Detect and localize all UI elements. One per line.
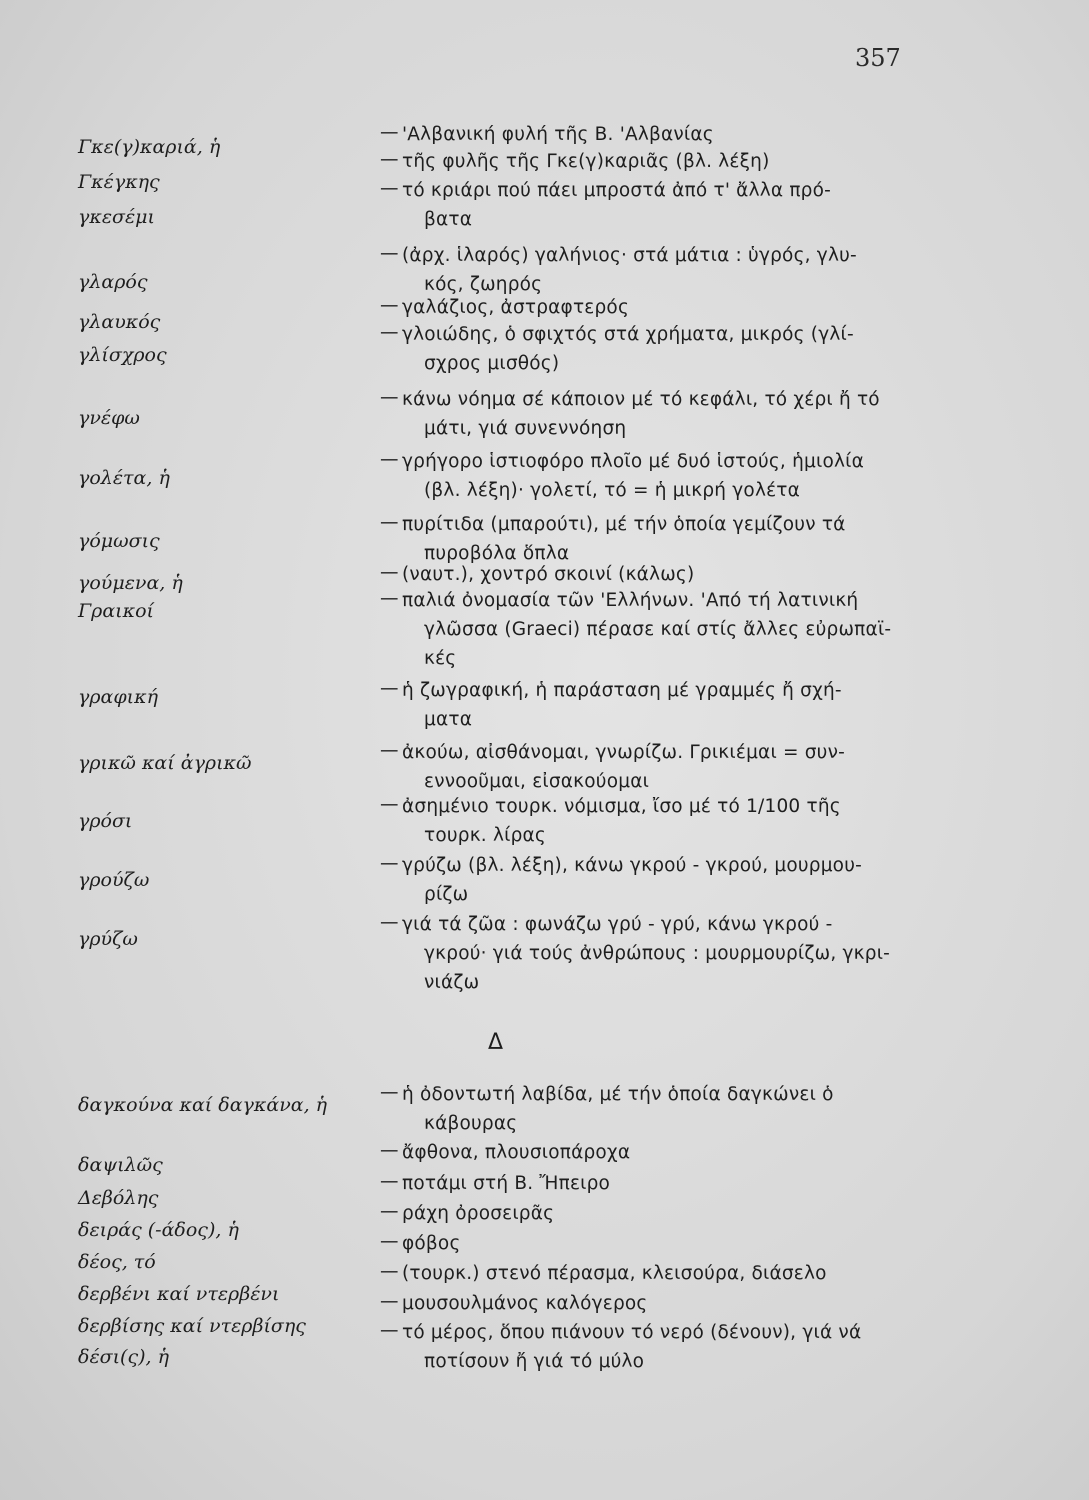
entry-definition [402, 147, 927, 176]
definition-line: γρύζω (βλ. λέξη), κάνω γκρού - γκρού, μουρμου- [402, 855, 862, 876]
definition-line: τουρκ. λίρας [424, 825, 546, 846]
entry-dash: — [380, 853, 399, 874]
entry-headword: γρικῶ καί ἀγρικῶ [78, 752, 252, 774]
entry-headword: γρόσι [78, 810, 133, 832]
entry-definition [402, 676, 927, 734]
entry-definition [402, 1229, 927, 1258]
entry-dash: — [380, 1082, 399, 1103]
entry-dash: — [380, 1140, 399, 1161]
entry-headword: γνέφω [78, 407, 140, 429]
section-letter: Δ [488, 1030, 504, 1055]
page-number: 357 [855, 44, 901, 72]
entry-definition [402, 176, 927, 234]
entry-dash: — [380, 794, 399, 815]
definition-line: πυροβόλα ὅπλα [424, 543, 570, 564]
entry-definition [402, 851, 927, 909]
entry-dash: — [380, 588, 399, 609]
entry-headword: Γραικοί [78, 600, 154, 622]
entry-dash: — [380, 562, 399, 583]
definition-line: ποτάμι στή Β. Ἤπειρο [402, 1173, 611, 1194]
definition-line: ποτίσουν ἤ γιά τό μύλο [424, 1351, 645, 1372]
entry-dash: — [380, 912, 399, 933]
definition-line: γαλάζιος, ἀστραφτερός [402, 297, 630, 318]
definition-line: φόβος [402, 1233, 461, 1254]
entry-definition [402, 447, 927, 505]
entry-definition [402, 385, 927, 443]
entry-headword: Γκε(γ)καριά, ἡ [78, 136, 221, 158]
entry-headword: δαψιλῶς [78, 1154, 163, 1176]
definition-line: γιά τά ζῶα : φωνάζω γρύ - γρύ, κάνω γκρού - [402, 914, 833, 935]
entry-dash: — [380, 740, 399, 761]
entry-definition [402, 1138, 927, 1167]
entry-dash: — [380, 1171, 399, 1192]
entry-headword: γλίσχρος [78, 344, 167, 366]
definition-line: ἡ ὀδοντωτή λαβίδα, μέ τήν ὁποία δαγκώνει ὁ [402, 1084, 834, 1105]
entry-headword: Δεβόλης [78, 1187, 159, 1209]
entry-headword: δέσι(ς), ἡ [78, 1346, 169, 1368]
entry-headword: δαγκούνα καί δαγκάνα, ἡ [78, 1094, 328, 1116]
entry-definition [402, 910, 927, 997]
entry-headword: γλαρός [78, 271, 148, 293]
entry-definition [402, 120, 927, 149]
entry-dash: — [380, 243, 399, 264]
definition-line: τό μέρος, ὅπου πιάνουν τό νερό (δένουν), γιά νά [402, 1322, 862, 1343]
definition-line: παλιά ὀνομασία τῶν 'Ελλήνων. 'Από τή λατινική [402, 590, 859, 611]
entry-headword: Γκέγκης [78, 171, 160, 193]
definition-line: βατα [424, 209, 473, 230]
definition-line: ἀκούω, αἰσθάνομαι, γνωρίζω. Γρικιέμαι = συν- [402, 742, 845, 763]
entry-dash: — [380, 322, 399, 343]
entry-definition [402, 293, 927, 322]
definition-line: κάνω νόημα σέ κάποιον μέ τό κεφάλι, τό χέρι ἤ τό [402, 389, 880, 410]
definition-line: ἡ ζωγραφική, ἡ παράσταση μέ γραμμές ἤ σχή- [402, 680, 842, 701]
entry-definition [402, 1289, 927, 1318]
definition-line: κός, ζωηρός [424, 274, 543, 295]
definition-line: μουσουλμάνος καλόγερος [402, 1293, 648, 1314]
entry-definition [402, 792, 927, 850]
definition-line: 'Αλβανική φυλή τῆς Β. 'Αλβανίας [402, 124, 714, 145]
entry-headword: γκεσέμι [78, 206, 155, 228]
entry-headword: γόμωσις [78, 530, 160, 552]
entry-dash: — [380, 1291, 399, 1312]
definition-line: ράχη ὀροσειρᾶς [402, 1203, 555, 1224]
entry-dash: — [380, 678, 399, 699]
entry-definition [402, 586, 927, 673]
entry-dash: — [380, 149, 399, 170]
entry-headword: γρούζω [78, 869, 150, 891]
definition-line: νιάζω [424, 972, 480, 993]
definition-line: τό κριάρι πού πάει μπροστά ἀπό τ' ἄλλα πρό- [402, 180, 832, 201]
definition-line: γρήγορο ἱστιοφόρο πλοῖο μέ δυό ἱστούς, ἡμιολία [402, 451, 864, 472]
definition-line: γλῶσσα (Graeci) πέρασε καί στίς ἄλλες εὐρωπαϊ- [424, 619, 892, 640]
definition-line: ρίζω [424, 884, 469, 905]
entry-headword: γλαυκός [78, 311, 161, 333]
definition-line: (τουρκ.) στενό πέρασμα, κλεισούρα, διάσελο [402, 1263, 827, 1284]
definition-line: ματα [424, 709, 473, 730]
definition-line: σχρος μισθός) [424, 353, 560, 374]
definition-line: κές [424, 648, 457, 669]
definition-line: (ἀρχ. ἱλαρός) γαλήνιος· στά μάτια : ὑγρός, γλυ- [402, 245, 857, 266]
definition-line: ἄφθονα, πλουσιοπάροχα [402, 1142, 631, 1163]
definition-line: κάβουρας [424, 1113, 518, 1134]
entry-definition [402, 1169, 927, 1198]
definition-line: μάτι, γιά συνεννόηση [424, 418, 627, 439]
definition-line: (ναυτ.), χοντρό σκοινί (κάλως) [402, 564, 695, 585]
entry-definition [402, 1199, 927, 1228]
entry-definition [402, 241, 927, 299]
definition-line: πυρίτιδα (μπαρούτι), μέ τήν ὁποία γεμίζουν τά [402, 514, 846, 535]
entry-headword: δέος, τό [78, 1251, 156, 1273]
entry-definition [402, 560, 927, 589]
entry-dash: — [380, 449, 399, 470]
entry-dash: — [380, 178, 399, 199]
entry-headword: δειράς (-άδος), ἡ [78, 1219, 239, 1241]
entry-dash: — [380, 295, 399, 316]
entry-headword: γολέτα, ἡ [78, 467, 170, 489]
entry-dash: — [380, 1261, 399, 1282]
entry-dash: — [380, 1320, 399, 1341]
entry-headword: δερβένι καί ντερβένι [78, 1283, 280, 1305]
entry-headword: γρύζω [78, 928, 138, 950]
entry-headword: γραφική [78, 686, 158, 708]
entry-dash: — [380, 1231, 399, 1252]
definition-line: γλοιώδης, ὁ σφιχτός στά χρήματα, μικρός (γλί- [402, 324, 854, 345]
entry-dash: — [380, 122, 399, 143]
definition-line: (βλ. λέξη)· γολετί, τό = ἡ μικρή γολέτα [424, 480, 801, 501]
entry-definition [402, 1318, 927, 1376]
entry-definition [402, 320, 927, 378]
definition-line: εννοοῦμαι, εἰσακούομαι [424, 771, 650, 792]
entry-definition [402, 738, 927, 796]
entry-definition [402, 1259, 927, 1288]
definition-line: γκρού· γιά τούς ἀνθρώπους : μουρμουρίζω, γκρι- [424, 943, 891, 964]
definition-line: τῆς φυλῆς τῆς Γκε(γ)καριᾶς (βλ. λέξη) [402, 151, 770, 172]
entry-dash: — [380, 387, 399, 408]
entry-headword: δερβίσης καί ντερβίσης [78, 1315, 306, 1337]
definition-line: ἀσημένιο τουρκ. νόμισμα, ἴσο μέ τό 1/100 τῆς [402, 796, 841, 817]
entry-dash: — [380, 1201, 399, 1222]
entry-headword: γούμενα, ἡ [78, 572, 183, 594]
entry-definition [402, 1080, 927, 1138]
entry-dash: — [380, 512, 399, 533]
